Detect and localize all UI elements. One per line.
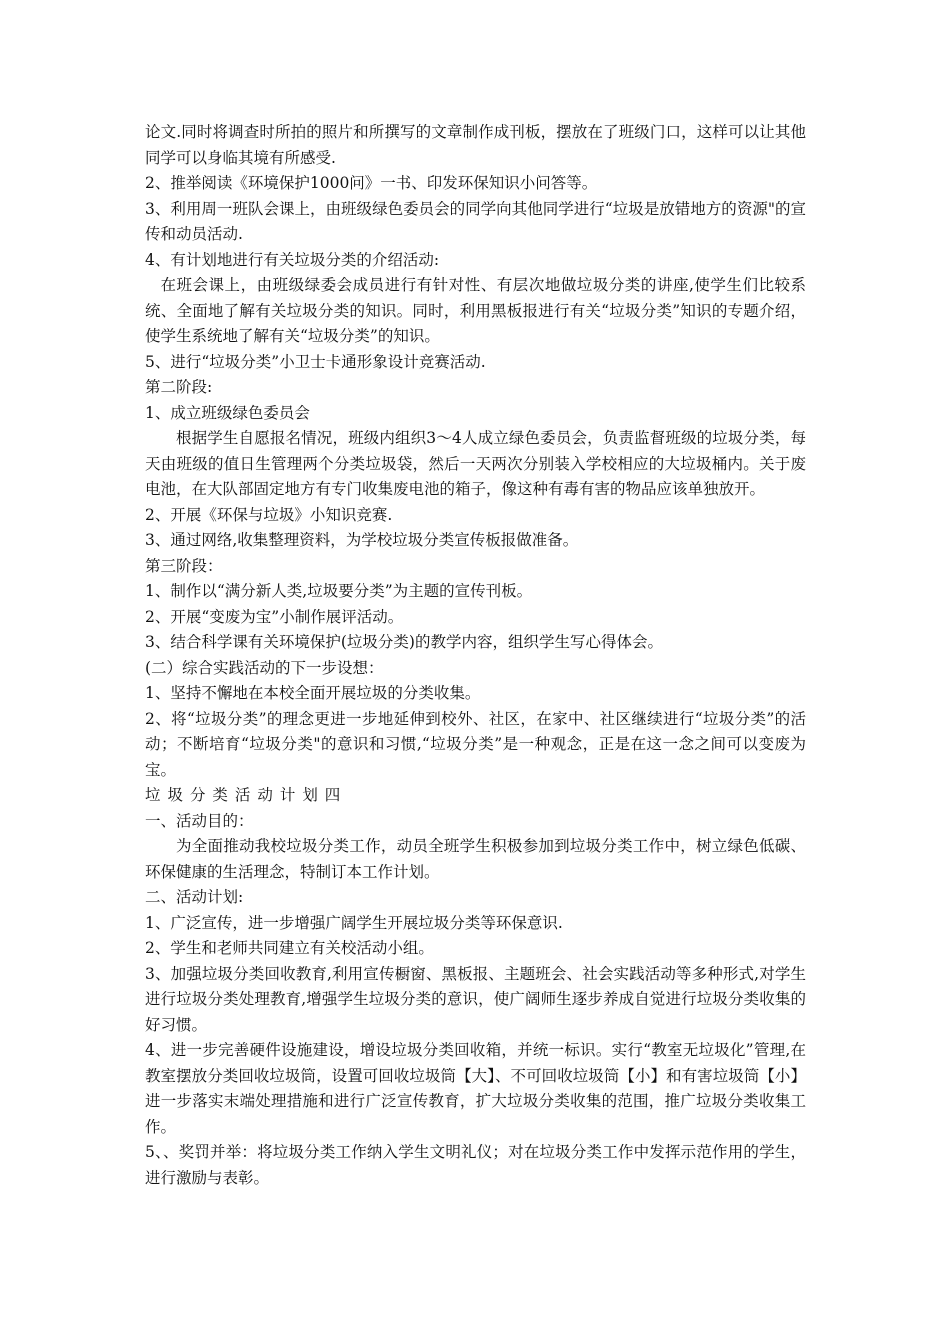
list-item: 3、通过网络,收集整理资料，为学校垃圾分类宣传板报做准备。	[145, 531, 579, 549]
list-item: 2、推举阅读《环境保护1000问》一书、印发环保知识小问答等。	[145, 174, 598, 192]
list-item: 1、广泛宣传，进一步增强广阔学生开展垃圾分类等环保意识.	[145, 913, 563, 932]
list-item: 3、结合科学课有关环境保护(垃圾分类)的教学内容，组织学生写心得体会。	[145, 633, 663, 651]
paragraph: 为全面推动我校垃圾分类工作，动员全班学生积极参加到垃圾分类工作中，树立绿色低碳、环保健康的生活理念，特制订本工作计划。	[145, 837, 806, 881]
list-item: 1、坚持不懈地在本校全面开展垃圾的分类收集。	[145, 684, 481, 702]
document-title: 垃圾分类活动计划四	[145, 786, 348, 804]
list-item: 4、进一步完善硬件设施建设，增设垃圾分类回收箱，并统一标识。实行“教室无垃圾化”管理,在教室摆放分类回收垃圾筒，设置可回收垃圾筒【大】、不可回收垃圾筒【小】和有害垃圾筒【小】进一步落实末端处理措施和进行广泛宣传教育，扩大垃圾分类收集的范围，推广垃圾分类收集工作。	[145, 1041, 806, 1136]
list-item: 1、成立班级绿色委员会	[145, 403, 310, 422]
document-body	[145, 120, 806, 1191]
section-heading: 第二阶段:	[145, 378, 213, 396]
list-item: 5、进行“垃圾分类”小卫士卡通形象设计竞赛活动.	[145, 352, 486, 371]
list-item: 2、开展“变废为宝”小制作展评活动。	[145, 607, 404, 626]
list-item: 3、加强垃圾分类回收教育,利用宣传橱窗、黑板报、主题班会、社会实践活动等多种形式,对学生进行垃圾分类处理教育,增强学生垃圾分类的意识，使广阔师生逐步养成自觉进行垃圾分类收集的好习惯。	[145, 964, 806, 1034]
list-item: 1、制作以“满分新人类,垃圾要分类”为主题的宣传刊板。	[145, 582, 533, 600]
section-heading: (二）综合实践活动的下一步设想：	[145, 658, 384, 677]
section-heading: 二、活动计划:	[145, 888, 244, 906]
paragraph: 根据学生自愿报名情况，班级内组织3～4人成立绿色委员会，负责监督班级的垃圾分类，每天由班级的值日生管理两个分类垃圾袋，然后一天两次分别装入学校相应的大垃圾桶内。关于废电池，在大队部固定地方有专门收集废电池的箱子，像这种有毒有害的物品应该单独放开。	[145, 429, 806, 498]
section-heading: 第三阶段：	[145, 556, 223, 575]
list-item: 4、有计划地进行有关垃圾分类的介绍活动:	[145, 250, 440, 269]
list-item: 3、利用周一班队会课上，由班级绿色委员会的同学向其他同学进行“垃圾是放错地方的资源"的宣传和动员活动.	[145, 199, 806, 243]
list-item: 5、、奖罚并举：将垃圾分类工作纳入学生文明礼仪；对在垃圾分类工作中发挥示范作用的学生，进行激励与表彰。	[145, 1143, 806, 1187]
section-heading: 一、活动目的：	[145, 811, 254, 830]
list-item: 2、将“垃圾分类”的理念更进一步地延伸到校外、社区，在家中、社区继续进行“垃圾分类”的活动；不断培育“垃圾分类"的意识和习惯,“垃圾分类”是一种观念，正是在这一念之间可以变废为宝。	[145, 709, 806, 779]
paragraph: 论文.同时将调查时所拍的照片和所撰写的文章制作成刊板，摆放在了班级门口，这样可以让其他同学可以身临其境有所感受.	[145, 123, 806, 167]
list-item: 2、学生和老师共同建立有关校活动小组。	[145, 939, 434, 957]
list-item: 2、开展《环保与垃圾》小知识竞赛.	[145, 505, 393, 524]
paragraph: 在班会课上，由班级绿委会成员进行有针对性、有层次地做垃圾分类的讲座,使学生们比较系统、全面地了解有关垃圾分类的知识。同时，利用黑板报进行有关“垃圾分类”知识的专题介绍，使学生系统地了解有关“垃圾分类”的知识。	[145, 276, 806, 345]
